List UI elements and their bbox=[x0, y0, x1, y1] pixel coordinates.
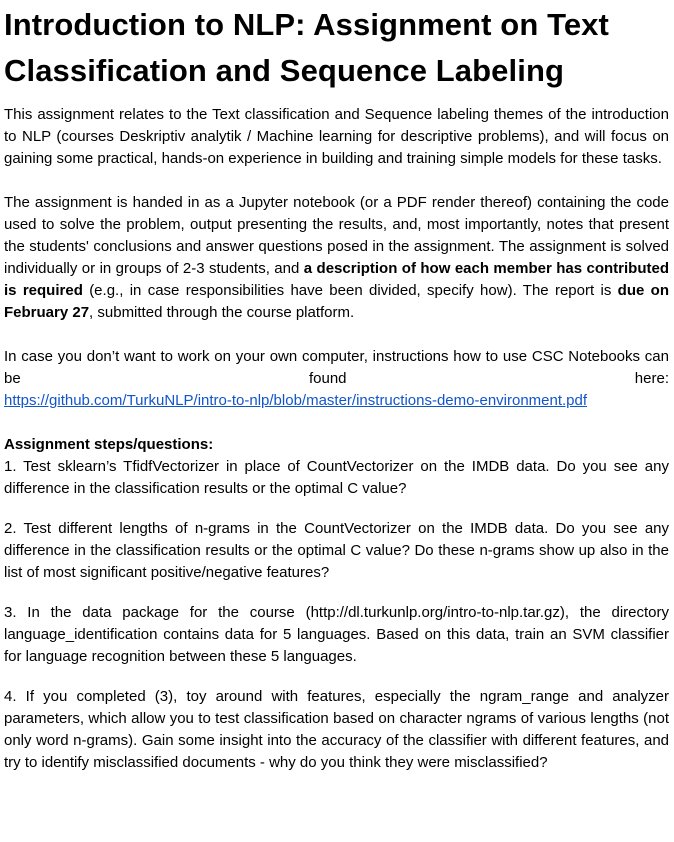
due-date: due on February 27 bbox=[4, 282, 669, 321]
document-title: Introduction to NLP: Assignment on Text Classification and Sequence Labeling bbox=[4, 7, 609, 88]
intro-paragraph: This assignment relates to the Text classification and Sequence labeling themes of the introduction to NLP (courses Deskriptiv analytik / Machine learning for descriptive problems), and will focus on gaining some practical, hands-on experience in building and training simple models for these tasks. bbox=[4, 106, 669, 167]
step-2: 2. Test different lengths of n-grams in the CountVectorizer on the IMDB data. Do you see any difference in the classification results or the optimal C value? Do these n-grams show up also in the list of most significant positive/negative features? bbox=[4, 520, 669, 581]
step-1: 1. Test sklearn’s TfidfVectorizer in place of CountVectorizer on the IMDB data. Do you see any difference in the classification results or the optimal C value? bbox=[4, 458, 669, 497]
submission-paragraph bbox=[4, 192, 669, 324]
paragraph-spacer bbox=[4, 170, 669, 192]
submission-text-a: The assignment is handed in as a Jupyter notebook (or a PDF render thereof) containing the code used to solve the problem, output presenting the results, and, most importantly, notes that present the students' conclusions and answer questions posed in the assignment. The assignment is solved individually or in groups of 2-3 students, and bbox=[4, 194, 669, 277]
step-3: 3. In the data package for the course (http://dl.turkunlp.org/intro-to-nlp.tar.gz), the directory language_identification contains data for 5 languages. Based on this data, train an SVM classifier for language recognition between these 5 languages. bbox=[4, 604, 669, 665]
steps-heading: Assignment steps/questions: bbox=[4, 436, 214, 453]
paragraph-spacer bbox=[4, 584, 669, 602]
contribution-requirement: a description of how each member has contributed is required bbox=[4, 260, 669, 299]
csc-link-line bbox=[4, 390, 669, 412]
instructions-link[interactable]: https://github.com/TurkuNLP/intro-to-nlp/blob/master/instructions-demo-environment.pdf bbox=[4, 392, 588, 409]
paragraph-spacer bbox=[4, 668, 669, 686]
paragraph-spacer bbox=[4, 324, 669, 346]
csc-notebooks-paragraph: In case you don’t want to work on your own computer, instructions how to use CSC Notebooks can be found here: bbox=[4, 348, 669, 387]
step-4: 4. If you completed (3), toy around with features, especially the ngram_range and analyzer parameters, which allow you to test classification based on character ngrams of various lengths (not only word n-grams). Gain some insight into the accuracy of the classifier with different features, and try to identify misclassified documents - why do you think they were misclassified? bbox=[4, 688, 669, 771]
paragraph-spacer bbox=[4, 500, 669, 518]
submission-text-c: , submitted through the course platform. bbox=[89, 304, 355, 321]
paragraph-spacer bbox=[4, 412, 669, 434]
submission-text-b: (e.g., in case responsibilities have been divided, specify how). The report is bbox=[82, 282, 618, 299]
